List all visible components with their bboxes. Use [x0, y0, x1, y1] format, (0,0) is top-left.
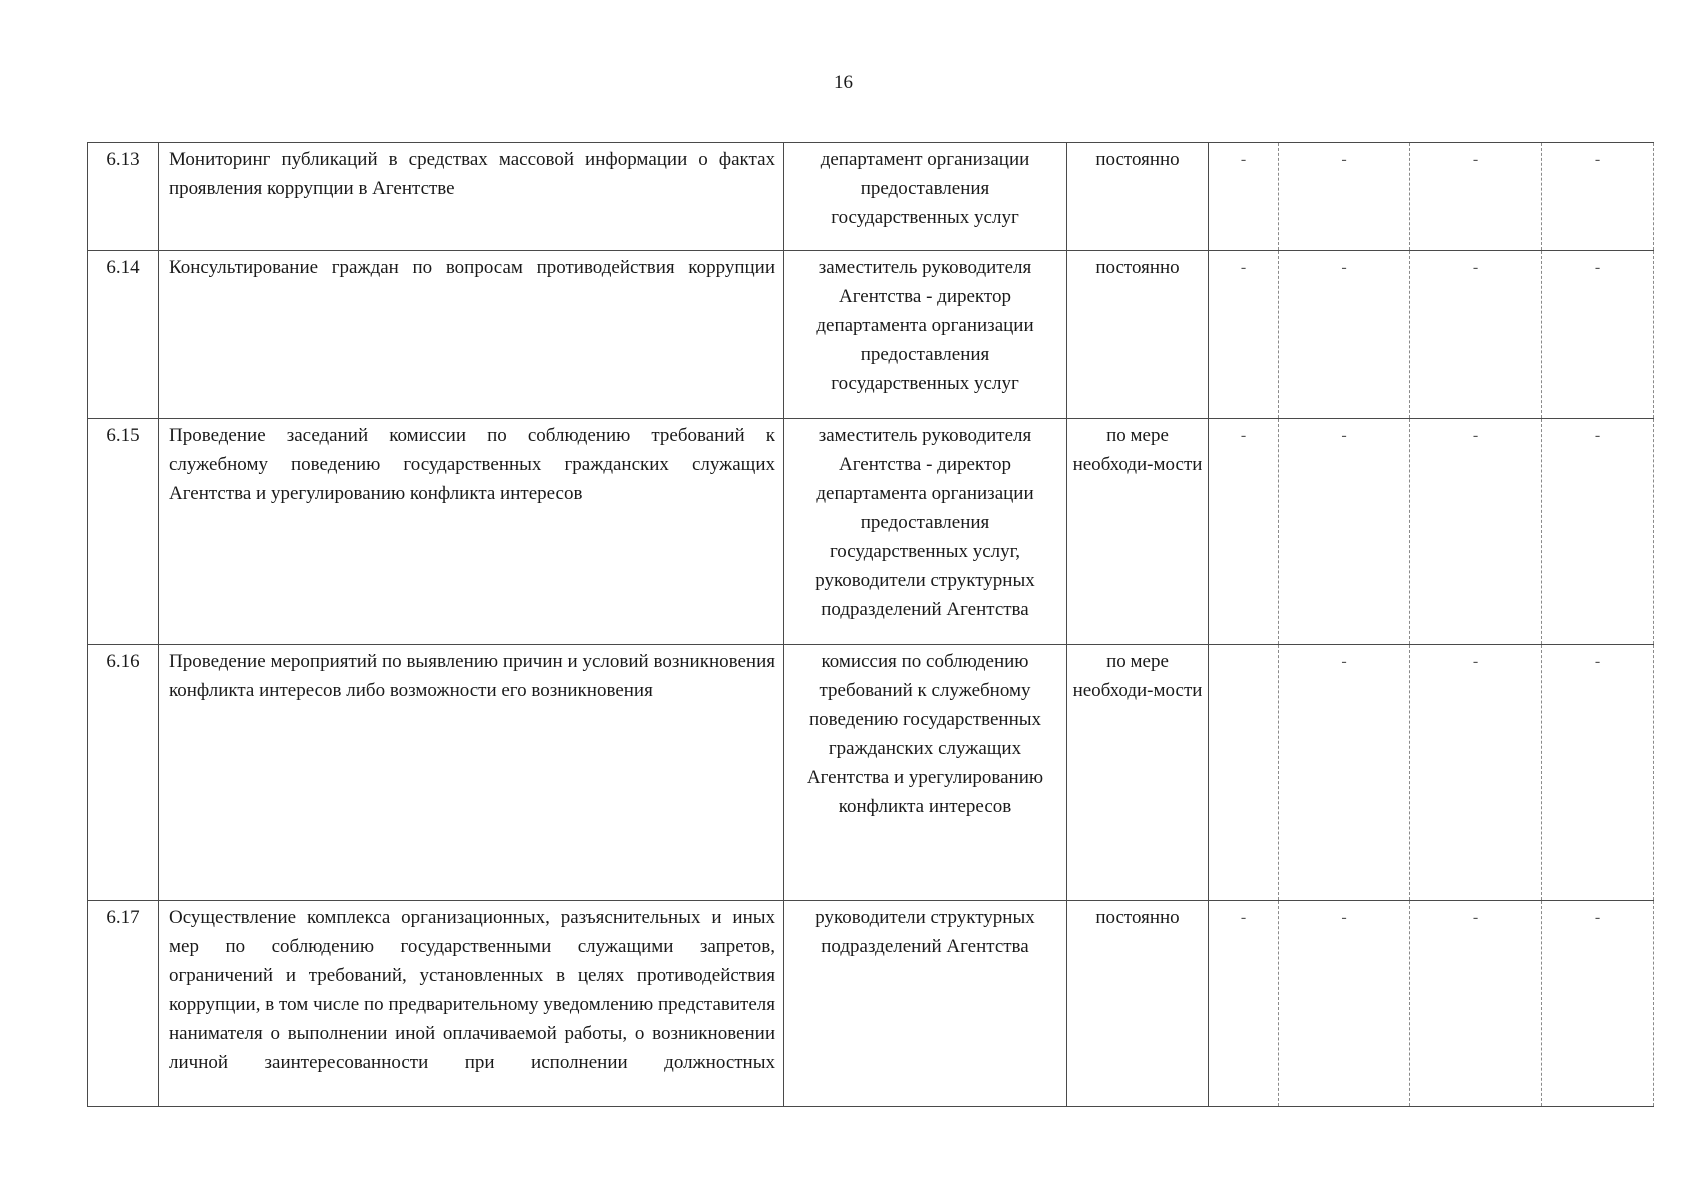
empty-value-cell: - [1410, 419, 1542, 645]
table-row [88, 143, 1654, 251]
responsible-party: комиссия по соблюдению требований к служебному поведению государственных гражданских служащих Агентства и урегулированию конфликта интересов [784, 645, 1067, 901]
responsible-party: заместитель руководителя Агентства - директор департамента организации предоставления государственных услуг [784, 251, 1067, 419]
empty-value-cell: - [1542, 645, 1654, 901]
empty-value-cell: - [1410, 645, 1542, 901]
table-row [88, 901, 1654, 1107]
empty-value-cell: - [1542, 143, 1654, 251]
empty-value-cell [1209, 645, 1279, 901]
empty-value-cell: - [1279, 645, 1410, 901]
measure-description: Консультирование граждан по вопросам противодействия коррупции [159, 251, 784, 419]
empty-value-cell: - [1410, 143, 1542, 251]
empty-value-cell: - [1279, 901, 1410, 1107]
empty-value-cell: - [1410, 251, 1542, 419]
responsible-party: департамент организации предоставления государственных услуг [784, 143, 1067, 251]
empty-value-cell: - [1209, 419, 1279, 645]
empty-value-cell: - [1279, 143, 1410, 251]
term: постоянно [1067, 143, 1209, 251]
table-row [88, 645, 1654, 901]
empty-value-cell: - [1209, 901, 1279, 1107]
table-row [88, 251, 1654, 419]
empty-value-cell: - [1279, 251, 1410, 419]
empty-value-cell: - [1209, 143, 1279, 251]
row-number: 6.15 [88, 419, 159, 645]
empty-value-cell: - [1542, 419, 1654, 645]
empty-value-cell: - [1410, 901, 1542, 1107]
row-number: 6.16 [88, 645, 159, 901]
empty-value-cell: - [1279, 419, 1410, 645]
measure-description: Проведение мероприятий по выявлению причин и условий возникновения конфликта интересов либо возможности его возникновения [159, 645, 784, 901]
measure-description: Мониторинг публикаций в средствах массовой информации о фактах проявления коррупции в Агентстве [159, 143, 784, 251]
row-number: 6.14 [88, 251, 159, 419]
responsible-party: руководители структурных подразделений Агентства [784, 901, 1067, 1107]
term: постоянно [1067, 251, 1209, 419]
table-row [88, 419, 1654, 645]
row-number: 6.17 [88, 901, 159, 1107]
term: по мере необходи-мости [1067, 419, 1209, 645]
term: по мере необходи-мости [1067, 645, 1209, 901]
empty-value-cell: - [1542, 251, 1654, 419]
empty-value-cell: - [1542, 901, 1654, 1107]
row-number: 6.13 [88, 143, 159, 251]
page-number: 16 [834, 72, 853, 93]
measure-description: Проведение заседаний комиссии по соблюдению требований к служебному поведению государственных гражданских служащих Агентства и урегулированию конфликта интересов [159, 419, 784, 645]
term: постоянно [1067, 901, 1209, 1107]
plan-table [87, 142, 1654, 1107]
measure-description: Осуществление комплекса организационных, разъяснительных и иных мер по соблюдению государственными служащими запретов, ограничений и требований, установленных в целях противодействия коррупции, в том числе по предварительному уведомлению представителя нанимателя о выполнении иной оплачиваемой работы, о возникновении личной заинтересованности при исполнении должностных [159, 901, 784, 1107]
empty-value-cell: - [1209, 251, 1279, 419]
responsible-party: заместитель руководителя Агентства - директор департамента организации предоставления государственных услуг, руководители структурных подразделений Агентства [784, 419, 1067, 645]
